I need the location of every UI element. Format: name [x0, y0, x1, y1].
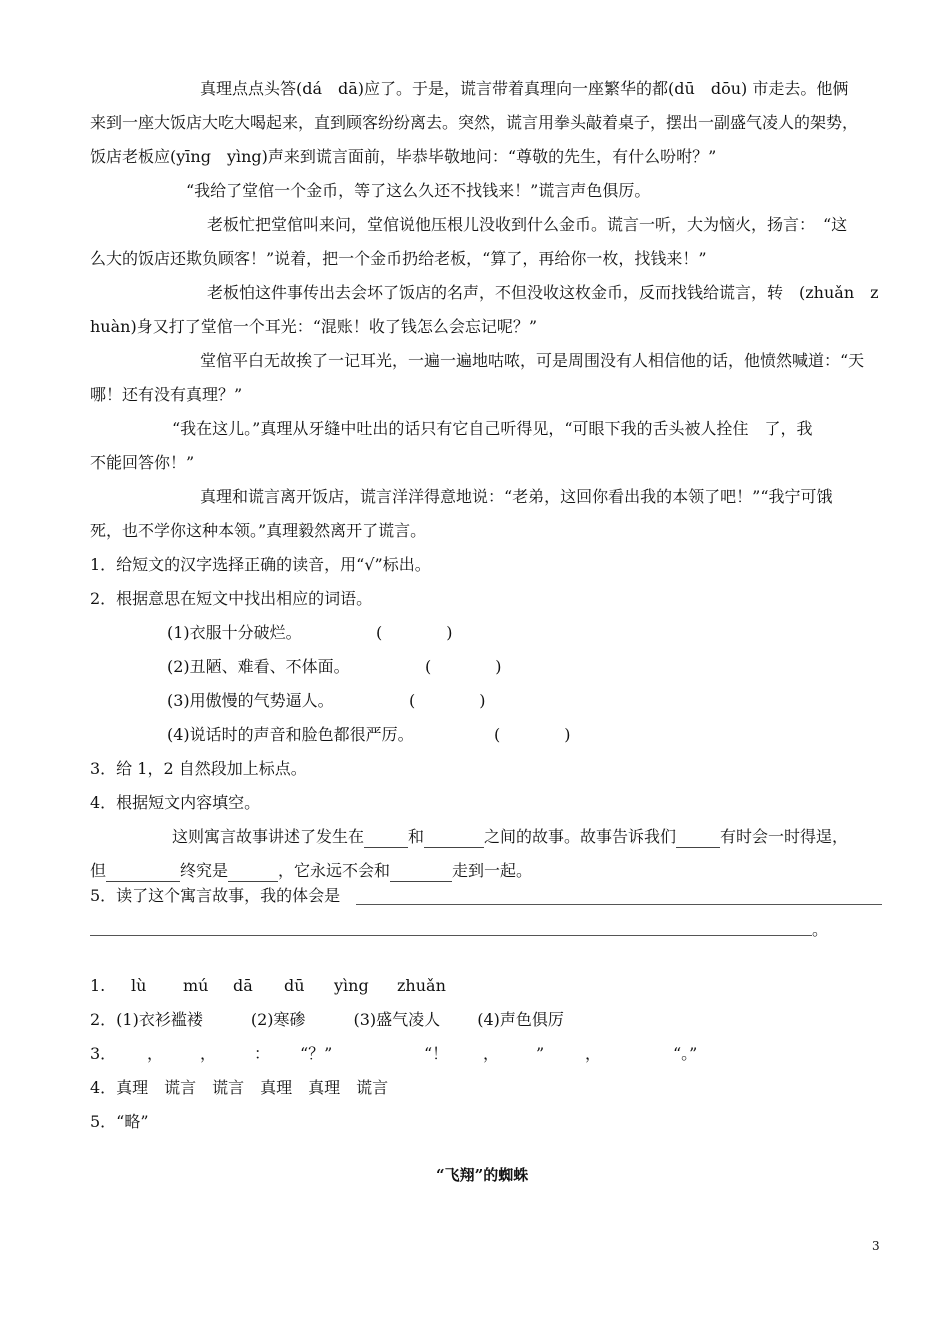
page-number: 3 — [872, 1239, 880, 1253]
fill-blank-5[interactable] — [228, 861, 278, 882]
answer-1-pinyin-2: mú — [183, 976, 209, 995]
answer-3-mark-1: ， — [147, 1044, 164, 1063]
story-paragraph-4-line-2: huàn)身又打了堂倌一个耳光：“混账！收了钱怎么会忘记呢？” — [90, 317, 538, 336]
answer-parentheses-3[interactable]: ( ) — [409, 691, 486, 710]
next-story-title: “飞翔”的蜘蛛 — [436, 1166, 529, 1184]
fill-text-b: 和 — [408, 827, 425, 846]
story-paragraph-7-line-1: 真理和谎言离开饭店，谎言洋洋得意地说：“老弟，这回你看出我的本领了吧！”“我宁可饿 — [200, 487, 833, 506]
answer-2: 2．(1)衣衫褴褛 (2)寒碜 (3)盛气凌人 (4)声色俱厉 — [90, 1010, 564, 1029]
fill-text-f: 终究是 — [180, 861, 229, 880]
question-2-item-4: (4)说话时的声音和脸色都很严厉。 — [167, 725, 414, 744]
fill-text-a: 这则寓言故事讲述了发生在 — [172, 827, 365, 846]
answer-3-mark-4: “？” — [300, 1044, 333, 1063]
question-5-end-mark: 。 — [812, 920, 829, 939]
answer-parentheses-1[interactable]: ( ) — [376, 623, 453, 642]
question-5: 5．读了这个寓言故事，我的体会是 — [90, 886, 341, 905]
question-2-item-1: (1)衣服十分破烂。 — [167, 623, 302, 642]
answer-parentheses-2[interactable]: ( ) — [425, 657, 502, 676]
answer-3-number: 3． — [90, 1044, 117, 1063]
question-4-fill-line-1 — [172, 827, 848, 848]
fill-blank-6[interactable] — [390, 861, 452, 882]
answer-1-pinyin-5: yìng — [334, 976, 369, 995]
fill-blank-1[interactable] — [364, 827, 408, 848]
story-paragraph-1-line-1: 真理点点头答(dá dā)应了。于是，谎言带着真理向一座繁华的都(dū dōu) 市走去。他俩 — [200, 79, 849, 98]
answer-1-number: 1. — [90, 976, 106, 995]
answer-3-mark-7: ” — [536, 1044, 545, 1063]
story-paragraph-7-line-2: 死，也不学你这种本领。”真理毅然离开了谎言。 — [90, 521, 427, 540]
story-paragraph-1-line-3: 饭店老板应(yīng yìng)声来到谎言面前，毕恭毕敬地问：“尊敬的先生，有什么吩咐？” — [90, 147, 717, 166]
question-4-fill-line-2 — [90, 861, 532, 882]
answer-3-mark-5: “！ — [424, 1044, 449, 1063]
story-paragraph-4-line-1: 老板怕这件事传出去会坏了饭店的名声，不但没收这枚金币，反而找钱给谎言，转 (zhuǎn z — [207, 283, 879, 302]
fill-text-g: ，它永远不会和 — [278, 861, 391, 880]
question-1: 1．给短文的汉字选择正确的读音，用“√”标出。 — [90, 555, 431, 574]
answer-4: 4．真理 谎言 谎言 真理 真理 谎言 — [90, 1078, 389, 1097]
story-paragraph-5-line-2: 哪！还有没有真理？” — [90, 385, 243, 404]
fill-blank-2[interactable] — [424, 827, 484, 848]
story-paragraph-6-line-2: 不能回答你！” — [90, 453, 195, 472]
question-3: 3．给 1，2 自然段加上标点。 — [90, 759, 307, 778]
fill-text-c: 之间的故事。故事告诉我们 — [484, 827, 677, 846]
fill-blank-4[interactable] — [106, 861, 180, 882]
story-paragraph-3-line-2: 么大的饭店还欺负顾客！”说着，把一个金币扔给老板，“算了，再给你一枚，找钱来！” — [90, 249, 707, 268]
fill-text-d: 有时会一时得逞， — [720, 827, 849, 846]
answer-3-mark-9: “。” — [673, 1044, 698, 1063]
story-paragraph-2: “我给了堂倌一个金币，等了这么久还不找钱来！”谎言声色俱厉。 — [186, 181, 651, 200]
question-2: 2．根据意思在短文中找出相应的词语。 — [90, 589, 373, 608]
fill-blank-3[interactable] — [676, 827, 720, 848]
answer-parentheses-4[interactable]: ( ) — [494, 725, 571, 744]
answer-1-pinyin-1: lù — [131, 976, 147, 995]
story-paragraph-1-line-2: 来到一座大饭店大吃大喝起来，直到顾客纷纷离去。突然，谎言用拳头敲着桌子，摆出一副盛气凌人的架势， — [90, 113, 859, 132]
question-2-item-3: (3)用傲慢的气势逼人。 — [167, 691, 334, 710]
answer-3-mark-3: ： — [254, 1044, 271, 1063]
answer-1-pinyin-3: dā — [233, 976, 253, 995]
story-paragraph-3-line-1: 老板忙把堂倌叫来问，堂倌说他压根儿没收到什么金币。谎言一听，大为恼火，扬言： “这 — [207, 215, 848, 234]
answer-5: 5．“略” — [90, 1112, 149, 1131]
question-5-answer-line-1[interactable] — [356, 904, 882, 905]
fill-text-e: 但 — [90, 861, 107, 880]
story-paragraph-5-line-1: 堂倌平白无故挨了一记耳光，一遍一遍地咕哝，可是周围没有人相信他的话，他愤然喊道：“天 — [200, 351, 865, 370]
story-paragraph-6-line-1: “我在这儿。”真理从牙缝中吐出的话只有它自己听得见，“可眼下我的舌头被人拴住 了，我 — [172, 419, 813, 438]
answer-3-mark-6: ， — [483, 1044, 500, 1063]
answer-3-mark-8: ， — [585, 1044, 602, 1063]
answer-1-pinyin-4: dū — [284, 976, 305, 995]
fill-text-h: 走到一起。 — [452, 861, 533, 880]
question-4: 4．根据短文内容填空。 — [90, 793, 261, 812]
answer-1-pinyin-6: zhuǎn — [397, 976, 446, 995]
answer-3-mark-2: ， — [200, 1044, 217, 1063]
question-5-answer-line-2[interactable] — [90, 935, 812, 936]
question-2-item-2: (2)丑陋、难看、不体面。 — [167, 657, 350, 676]
